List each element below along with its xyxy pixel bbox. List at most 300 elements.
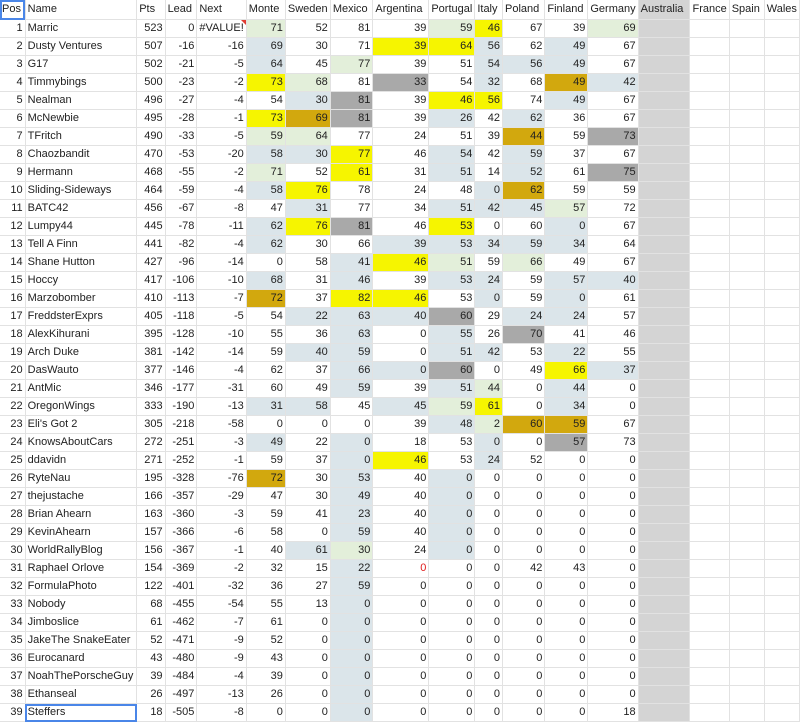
score-cell-mexico[interactable]: 81 bbox=[330, 92, 373, 110]
score-cell-wales[interactable] bbox=[764, 146, 799, 164]
pts-cell[interactable]: 122 bbox=[137, 578, 165, 596]
lead-cell[interactable]: -16 bbox=[165, 38, 197, 56]
score-cell-portugal[interactable]: 0 bbox=[429, 560, 475, 578]
pos-cell[interactable]: 29 bbox=[0, 524, 25, 542]
score-cell-poland[interactable]: 59 bbox=[503, 290, 545, 308]
pos-cell[interactable]: 37 bbox=[0, 668, 25, 686]
score-cell-finland[interactable]: 0 bbox=[545, 704, 588, 722]
pts-cell[interactable]: 156 bbox=[137, 542, 165, 560]
score-cell-sweden[interactable]: 69 bbox=[285, 110, 330, 128]
score-cell-australia[interactable] bbox=[638, 110, 690, 128]
pts-cell[interactable]: 445 bbox=[137, 218, 165, 236]
score-cell-poland[interactable]: 59 bbox=[503, 146, 545, 164]
header-cell-sweden[interactable]: Sweden bbox=[285, 0, 330, 20]
lead-cell[interactable]: -328 bbox=[165, 470, 197, 488]
score-cell-australia[interactable] bbox=[638, 128, 690, 146]
score-cell-australia[interactable] bbox=[638, 542, 690, 560]
score-cell-argentina[interactable]: 40 bbox=[373, 308, 429, 326]
lead-cell[interactable]: -484 bbox=[165, 668, 197, 686]
header-cell-spain[interactable]: Spain bbox=[729, 0, 764, 20]
name-cell[interactable]: G17 bbox=[25, 56, 137, 74]
score-cell-wales[interactable] bbox=[764, 650, 799, 668]
score-cell-sweden[interactable]: 15 bbox=[285, 560, 330, 578]
next-cell[interactable]: -76 bbox=[197, 470, 246, 488]
score-cell-poland[interactable]: 67 bbox=[503, 20, 545, 38]
score-cell-portugal[interactable]: 60 bbox=[429, 308, 475, 326]
score-cell-poland[interactable]: 52 bbox=[503, 452, 545, 470]
score-cell-sweden[interactable]: 37 bbox=[285, 290, 330, 308]
score-cell-argentina[interactable]: 24 bbox=[373, 128, 429, 146]
score-cell-finland[interactable]: 44 bbox=[545, 380, 588, 398]
pos-cell[interactable]: 12 bbox=[0, 218, 25, 236]
pos-cell[interactable]: 19 bbox=[0, 344, 25, 362]
score-cell-portugal[interactable]: 0 bbox=[429, 506, 475, 524]
score-cell-argentina[interactable]: 46 bbox=[373, 452, 429, 470]
pos-cell[interactable]: 16 bbox=[0, 290, 25, 308]
pts-cell[interactable]: 157 bbox=[137, 524, 165, 542]
score-cell-argentina[interactable]: 39 bbox=[373, 20, 429, 38]
score-cell-argentina[interactable]: 40 bbox=[373, 488, 429, 506]
score-cell-australia[interactable] bbox=[638, 200, 690, 218]
header-cell-australia[interactable]: Australia bbox=[638, 0, 690, 20]
score-cell-portugal[interactable]: 60 bbox=[429, 362, 475, 380]
score-cell-wales[interactable] bbox=[764, 272, 799, 290]
score-cell-australia[interactable] bbox=[638, 218, 690, 236]
score-cell-germany[interactable]: 0 bbox=[588, 488, 638, 506]
score-cell-italy[interactable]: 29 bbox=[475, 308, 503, 326]
score-cell-sweden[interactable]: 0 bbox=[285, 416, 330, 434]
score-cell-sweden[interactable]: 52 bbox=[285, 20, 330, 38]
score-cell-germany[interactable]: 67 bbox=[588, 56, 638, 74]
next-cell[interactable]: -14 bbox=[197, 254, 246, 272]
score-cell-monte[interactable]: 0 bbox=[246, 416, 285, 434]
score-cell-italy[interactable]: 0 bbox=[475, 578, 503, 596]
score-cell-spain[interactable] bbox=[729, 380, 764, 398]
score-cell-finland[interactable]: 59 bbox=[545, 416, 588, 434]
score-cell-portugal[interactable]: 64 bbox=[429, 38, 475, 56]
pts-cell[interactable]: 61 bbox=[137, 614, 165, 632]
pts-cell[interactable]: 395 bbox=[137, 326, 165, 344]
score-cell-argentina[interactable]: 0 bbox=[373, 560, 429, 578]
score-cell-poland[interactable]: 0 bbox=[503, 506, 545, 524]
score-cell-france[interactable] bbox=[690, 704, 729, 722]
score-cell-germany[interactable]: 0 bbox=[588, 578, 638, 596]
score-cell-spain[interactable] bbox=[729, 236, 764, 254]
score-cell-sweden[interactable]: 49 bbox=[285, 380, 330, 398]
lead-cell[interactable]: -142 bbox=[165, 344, 197, 362]
score-cell-germany[interactable]: 0 bbox=[588, 668, 638, 686]
score-cell-france[interactable] bbox=[690, 344, 729, 362]
score-cell-spain[interactable] bbox=[729, 686, 764, 704]
score-cell-poland[interactable]: 49 bbox=[503, 362, 545, 380]
score-cell-portugal[interactable]: 48 bbox=[429, 416, 475, 434]
score-cell-italy[interactable]: 24 bbox=[475, 452, 503, 470]
score-cell-italy[interactable]: 0 bbox=[475, 704, 503, 722]
pts-cell[interactable]: 154 bbox=[137, 560, 165, 578]
score-cell-wales[interactable] bbox=[764, 56, 799, 74]
lead-cell[interactable]: -21 bbox=[165, 56, 197, 74]
pts-cell[interactable]: 377 bbox=[137, 362, 165, 380]
score-cell-argentina[interactable]: 46 bbox=[373, 146, 429, 164]
score-cell-portugal[interactable]: 51 bbox=[429, 380, 475, 398]
next-cell[interactable]: -4 bbox=[197, 668, 246, 686]
pts-cell[interactable]: 417 bbox=[137, 272, 165, 290]
name-cell[interactable]: Jimboslice bbox=[25, 614, 137, 632]
next-cell[interactable]: -54 bbox=[197, 596, 246, 614]
score-cell-finland[interactable]: 0 bbox=[545, 470, 588, 488]
score-cell-mexico[interactable]: 23 bbox=[330, 506, 373, 524]
score-cell-australia[interactable] bbox=[638, 146, 690, 164]
name-cell[interactable]: RyteNau bbox=[25, 470, 137, 488]
pts-cell[interactable]: 496 bbox=[137, 92, 165, 110]
pts-cell[interactable]: 26 bbox=[137, 686, 165, 704]
name-cell[interactable]: Hermann bbox=[25, 164, 137, 182]
pos-cell[interactable]: 38 bbox=[0, 686, 25, 704]
score-cell-poland[interactable]: 70 bbox=[503, 326, 545, 344]
name-cell[interactable]: Ethanseal bbox=[25, 686, 137, 704]
score-cell-france[interactable] bbox=[690, 110, 729, 128]
pts-cell[interactable]: 502 bbox=[137, 56, 165, 74]
score-cell-spain[interactable] bbox=[729, 218, 764, 236]
score-cell-france[interactable] bbox=[690, 434, 729, 452]
score-cell-finland[interactable]: 39 bbox=[545, 20, 588, 38]
score-cell-australia[interactable] bbox=[638, 326, 690, 344]
lead-cell[interactable]: -401 bbox=[165, 578, 197, 596]
score-cell-spain[interactable] bbox=[729, 704, 764, 722]
score-cell-sweden[interactable]: 30 bbox=[285, 470, 330, 488]
pos-cell[interactable]: 33 bbox=[0, 596, 25, 614]
pts-cell[interactable]: 68 bbox=[137, 596, 165, 614]
score-cell-germany[interactable]: 42 bbox=[588, 74, 638, 92]
score-cell-wales[interactable] bbox=[764, 218, 799, 236]
score-cell-argentina[interactable]: 46 bbox=[373, 218, 429, 236]
score-cell-italy[interactable]: 0 bbox=[475, 506, 503, 524]
score-cell-wales[interactable] bbox=[764, 686, 799, 704]
score-cell-monte[interactable]: 32 bbox=[246, 560, 285, 578]
score-cell-wales[interactable] bbox=[764, 182, 799, 200]
name-cell[interactable]: Marzobomber bbox=[25, 290, 137, 308]
score-cell-portugal[interactable]: 51 bbox=[429, 56, 475, 74]
score-cell-france[interactable] bbox=[690, 470, 729, 488]
score-cell-monte[interactable]: 55 bbox=[246, 596, 285, 614]
score-cell-australia[interactable] bbox=[638, 56, 690, 74]
score-cell-germany[interactable]: 0 bbox=[588, 542, 638, 560]
next-cell[interactable]: -14 bbox=[197, 344, 246, 362]
header-cell-france[interactable]: France bbox=[690, 0, 729, 20]
score-cell-france[interactable] bbox=[690, 362, 729, 380]
score-cell-germany[interactable]: 0 bbox=[588, 398, 638, 416]
score-cell-sweden[interactable]: 31 bbox=[285, 272, 330, 290]
score-cell-germany[interactable]: 0 bbox=[588, 614, 638, 632]
score-cell-france[interactable] bbox=[690, 452, 729, 470]
next-cell[interactable]: -2 bbox=[197, 560, 246, 578]
score-cell-mexico[interactable]: 59 bbox=[330, 344, 373, 362]
score-cell-wales[interactable] bbox=[764, 236, 799, 254]
score-cell-mexico[interactable]: 82 bbox=[330, 290, 373, 308]
score-cell-monte[interactable]: 54 bbox=[246, 92, 285, 110]
score-cell-poland[interactable]: 0 bbox=[503, 434, 545, 452]
score-cell-sweden[interactable]: 13 bbox=[285, 596, 330, 614]
pts-cell[interactable]: 470 bbox=[137, 146, 165, 164]
score-cell-poland[interactable]: 53 bbox=[503, 344, 545, 362]
score-cell-france[interactable] bbox=[690, 236, 729, 254]
pos-cell[interactable]: 24 bbox=[0, 434, 25, 452]
lead-cell[interactable]: -113 bbox=[165, 290, 197, 308]
score-cell-spain[interactable] bbox=[729, 56, 764, 74]
score-cell-australia[interactable] bbox=[638, 668, 690, 686]
score-cell-wales[interactable] bbox=[764, 488, 799, 506]
score-cell-france[interactable] bbox=[690, 20, 729, 38]
score-cell-sweden[interactable]: 64 bbox=[285, 128, 330, 146]
score-cell-australia[interactable] bbox=[638, 686, 690, 704]
score-cell-wales[interactable] bbox=[764, 506, 799, 524]
header-cell-name[interactable]: Name bbox=[25, 0, 137, 20]
score-cell-poland[interactable]: 0 bbox=[503, 488, 545, 506]
score-cell-finland[interactable]: 66 bbox=[545, 362, 588, 380]
score-cell-france[interactable] bbox=[690, 650, 729, 668]
name-cell[interactable]: OregonWings bbox=[25, 398, 137, 416]
score-cell-italy[interactable]: 0 bbox=[475, 632, 503, 650]
score-cell-portugal[interactable]: 51 bbox=[429, 128, 475, 146]
score-cell-mexico[interactable]: 71 bbox=[330, 38, 373, 56]
score-cell-spain[interactable] bbox=[729, 668, 764, 686]
score-cell-poland[interactable]: 0 bbox=[503, 596, 545, 614]
score-cell-australia[interactable] bbox=[638, 398, 690, 416]
score-cell-wales[interactable] bbox=[764, 398, 799, 416]
name-cell[interactable]: Dusty Ventures bbox=[25, 38, 137, 56]
pos-cell[interactable]: 9 bbox=[0, 164, 25, 182]
score-cell-finland[interactable]: 0 bbox=[545, 452, 588, 470]
pos-cell[interactable]: 4 bbox=[0, 74, 25, 92]
score-cell-australia[interactable] bbox=[638, 92, 690, 110]
score-cell-sweden[interactable]: 40 bbox=[285, 344, 330, 362]
score-cell-australia[interactable] bbox=[638, 452, 690, 470]
lead-cell[interactable]: -251 bbox=[165, 434, 197, 452]
score-cell-sweden[interactable]: 0 bbox=[285, 632, 330, 650]
score-cell-wales[interactable] bbox=[764, 542, 799, 560]
score-cell-mexico[interactable]: 81 bbox=[330, 74, 373, 92]
score-cell-argentina[interactable]: 33 bbox=[373, 74, 429, 92]
score-cell-monte[interactable]: 59 bbox=[246, 506, 285, 524]
score-cell-spain[interactable] bbox=[729, 632, 764, 650]
score-cell-germany[interactable]: 69 bbox=[588, 20, 638, 38]
score-cell-australia[interactable] bbox=[638, 614, 690, 632]
score-cell-mexico[interactable]: 0 bbox=[330, 416, 373, 434]
next-cell[interactable]: -29 bbox=[197, 488, 246, 506]
score-cell-france[interactable] bbox=[690, 614, 729, 632]
score-cell-portugal[interactable]: 53 bbox=[429, 452, 475, 470]
name-cell[interactable]: Nobody bbox=[25, 596, 137, 614]
score-cell-mexico[interactable]: 0 bbox=[330, 704, 373, 722]
score-cell-poland[interactable]: 0 bbox=[503, 398, 545, 416]
score-cell-spain[interactable] bbox=[729, 470, 764, 488]
score-cell-wales[interactable] bbox=[764, 254, 799, 272]
lead-cell[interactable]: -78 bbox=[165, 218, 197, 236]
score-cell-portugal[interactable]: 0 bbox=[429, 596, 475, 614]
lead-cell[interactable]: -455 bbox=[165, 596, 197, 614]
score-cell-finland[interactable]: 41 bbox=[545, 326, 588, 344]
score-cell-germany[interactable]: 61 bbox=[588, 290, 638, 308]
score-cell-italy[interactable]: 56 bbox=[475, 92, 503, 110]
lead-cell[interactable]: -118 bbox=[165, 308, 197, 326]
score-cell-france[interactable] bbox=[690, 542, 729, 560]
score-cell-sweden[interactable]: 58 bbox=[285, 398, 330, 416]
pts-cell[interactable]: 427 bbox=[137, 254, 165, 272]
score-cell-italy[interactable]: 0 bbox=[475, 488, 503, 506]
name-cell[interactable]: AntMic bbox=[25, 380, 137, 398]
score-cell-australia[interactable] bbox=[638, 560, 690, 578]
score-cell-sweden[interactable]: 61 bbox=[285, 542, 330, 560]
pos-cell[interactable]: 14 bbox=[0, 254, 25, 272]
score-cell-monte[interactable]: 68 bbox=[246, 272, 285, 290]
pos-cell[interactable]: 36 bbox=[0, 650, 25, 668]
pts-cell[interactable]: 271 bbox=[137, 452, 165, 470]
pts-cell[interactable]: 333 bbox=[137, 398, 165, 416]
score-cell-poland[interactable]: 62 bbox=[503, 182, 545, 200]
pts-cell[interactable]: 441 bbox=[137, 236, 165, 254]
score-cell-mexico[interactable]: 0 bbox=[330, 596, 373, 614]
score-cell-finland[interactable]: 59 bbox=[545, 182, 588, 200]
score-cell-germany[interactable]: 0 bbox=[588, 650, 638, 668]
score-cell-germany[interactable]: 0 bbox=[588, 632, 638, 650]
score-cell-germany[interactable]: 0 bbox=[588, 524, 638, 542]
score-cell-poland[interactable]: 60 bbox=[503, 218, 545, 236]
name-cell[interactable]: Sliding-Sideways bbox=[25, 182, 137, 200]
score-cell-spain[interactable] bbox=[729, 344, 764, 362]
score-cell-mexico[interactable]: 77 bbox=[330, 200, 373, 218]
score-cell-australia[interactable] bbox=[638, 182, 690, 200]
score-cell-germany[interactable]: 75 bbox=[588, 164, 638, 182]
score-cell-germany[interactable]: 67 bbox=[588, 146, 638, 164]
score-cell-monte[interactable]: 54 bbox=[246, 308, 285, 326]
score-cell-wales[interactable] bbox=[764, 614, 799, 632]
score-cell-germany[interactable]: 0 bbox=[588, 452, 638, 470]
score-cell-argentina[interactable]: 0 bbox=[373, 650, 429, 668]
score-cell-spain[interactable] bbox=[729, 488, 764, 506]
lead-cell[interactable]: -82 bbox=[165, 236, 197, 254]
score-cell-argentina[interactable]: 39 bbox=[373, 416, 429, 434]
lead-cell[interactable]: -96 bbox=[165, 254, 197, 272]
score-cell-poland[interactable]: 0 bbox=[503, 578, 545, 596]
score-cell-germany[interactable]: 67 bbox=[588, 92, 638, 110]
lead-cell[interactable]: -33 bbox=[165, 128, 197, 146]
score-cell-italy[interactable]: 42 bbox=[475, 110, 503, 128]
pos-cell[interactable]: 6 bbox=[0, 110, 25, 128]
score-cell-finland[interactable]: 49 bbox=[545, 38, 588, 56]
next-cell[interactable]: -5 bbox=[197, 128, 246, 146]
score-cell-germany[interactable]: 57 bbox=[588, 308, 638, 326]
next-cell[interactable]: -4 bbox=[197, 92, 246, 110]
score-cell-monte[interactable]: 52 bbox=[246, 632, 285, 650]
pts-cell[interactable]: 18 bbox=[137, 704, 165, 722]
score-cell-italy[interactable]: 0 bbox=[475, 524, 503, 542]
next-cell[interactable]: -11 bbox=[197, 218, 246, 236]
score-cell-finland[interactable]: 22 bbox=[545, 344, 588, 362]
score-cell-spain[interactable] bbox=[729, 326, 764, 344]
score-cell-germany[interactable]: 37 bbox=[588, 362, 638, 380]
name-cell[interactable]: Chaozbandit bbox=[25, 146, 137, 164]
score-cell-italy[interactable]: 42 bbox=[475, 200, 503, 218]
score-cell-finland[interactable]: 36 bbox=[545, 110, 588, 128]
score-cell-monte[interactable]: 58 bbox=[246, 146, 285, 164]
score-cell-mexico[interactable]: 0 bbox=[330, 434, 373, 452]
next-cell[interactable]: -3 bbox=[197, 434, 246, 452]
score-cell-finland[interactable]: 0 bbox=[545, 668, 588, 686]
score-cell-spain[interactable] bbox=[729, 20, 764, 38]
pts-cell[interactable]: 195 bbox=[137, 470, 165, 488]
header-cell-poland[interactable]: Poland bbox=[503, 0, 545, 20]
score-cell-argentina[interactable]: 39 bbox=[373, 380, 429, 398]
score-cell-sweden[interactable]: 22 bbox=[285, 434, 330, 452]
score-cell-australia[interactable] bbox=[638, 704, 690, 722]
pos-cell[interactable]: 25 bbox=[0, 452, 25, 470]
score-cell-france[interactable] bbox=[690, 290, 729, 308]
score-cell-australia[interactable] bbox=[638, 344, 690, 362]
score-cell-mexico[interactable]: 0 bbox=[330, 632, 373, 650]
score-cell-germany[interactable]: 67 bbox=[588, 38, 638, 56]
score-cell-portugal[interactable]: 0 bbox=[429, 578, 475, 596]
score-cell-poland[interactable]: 0 bbox=[503, 470, 545, 488]
score-cell-australia[interactable] bbox=[638, 524, 690, 542]
score-cell-france[interactable] bbox=[690, 596, 729, 614]
lead-cell[interactable]: -360 bbox=[165, 506, 197, 524]
next-cell[interactable]: -58 bbox=[197, 416, 246, 434]
next-cell[interactable]: -5 bbox=[197, 308, 246, 326]
name-cell[interactable]: Shane Hutton bbox=[25, 254, 137, 272]
score-cell-spain[interactable] bbox=[729, 308, 764, 326]
score-cell-italy[interactable]: 34 bbox=[475, 236, 503, 254]
score-cell-monte[interactable]: 43 bbox=[246, 650, 285, 668]
next-cell[interactable]: -1 bbox=[197, 542, 246, 560]
score-cell-monte[interactable]: 39 bbox=[246, 668, 285, 686]
score-cell-france[interactable] bbox=[690, 128, 729, 146]
score-cell-sweden[interactable]: 76 bbox=[285, 182, 330, 200]
name-cell[interactable]: Marric bbox=[25, 20, 137, 38]
score-cell-portugal[interactable]: 0 bbox=[429, 686, 475, 704]
score-cell-italy[interactable]: 0 bbox=[475, 290, 503, 308]
header-cell-wales[interactable]: Wales bbox=[764, 0, 799, 20]
lead-cell[interactable]: -505 bbox=[165, 704, 197, 722]
score-cell-finland[interactable]: 49 bbox=[545, 74, 588, 92]
score-cell-finland[interactable]: 24 bbox=[545, 308, 588, 326]
score-cell-portugal[interactable]: 54 bbox=[429, 74, 475, 92]
header-cell-finland[interactable]: Finland bbox=[545, 0, 588, 20]
pts-cell[interactable]: 272 bbox=[137, 434, 165, 452]
lead-cell[interactable]: -106 bbox=[165, 272, 197, 290]
name-cell[interactable]: TFritch bbox=[25, 128, 137, 146]
score-cell-portugal[interactable]: 53 bbox=[429, 290, 475, 308]
score-cell-finland[interactable]: 34 bbox=[545, 236, 588, 254]
score-cell-poland[interactable]: 0 bbox=[503, 380, 545, 398]
lead-cell[interactable]: -67 bbox=[165, 200, 197, 218]
score-cell-poland[interactable]: 42 bbox=[503, 560, 545, 578]
next-cell[interactable]: -9 bbox=[197, 650, 246, 668]
score-cell-finland[interactable]: 49 bbox=[545, 254, 588, 272]
score-cell-wales[interactable] bbox=[764, 308, 799, 326]
pts-cell[interactable]: 456 bbox=[137, 200, 165, 218]
score-cell-finland[interactable]: 0 bbox=[545, 218, 588, 236]
score-cell-spain[interactable] bbox=[729, 560, 764, 578]
score-cell-wales[interactable] bbox=[764, 596, 799, 614]
score-cell-germany[interactable]: 0 bbox=[588, 506, 638, 524]
score-cell-poland[interactable]: 60 bbox=[503, 416, 545, 434]
score-cell-spain[interactable] bbox=[729, 434, 764, 452]
lead-cell[interactable]: -357 bbox=[165, 488, 197, 506]
next-cell[interactable]: -1 bbox=[197, 110, 246, 128]
score-cell-italy[interactable]: 42 bbox=[475, 344, 503, 362]
score-cell-argentina[interactable]: 39 bbox=[373, 272, 429, 290]
score-cell-argentina[interactable]: 0 bbox=[373, 686, 429, 704]
